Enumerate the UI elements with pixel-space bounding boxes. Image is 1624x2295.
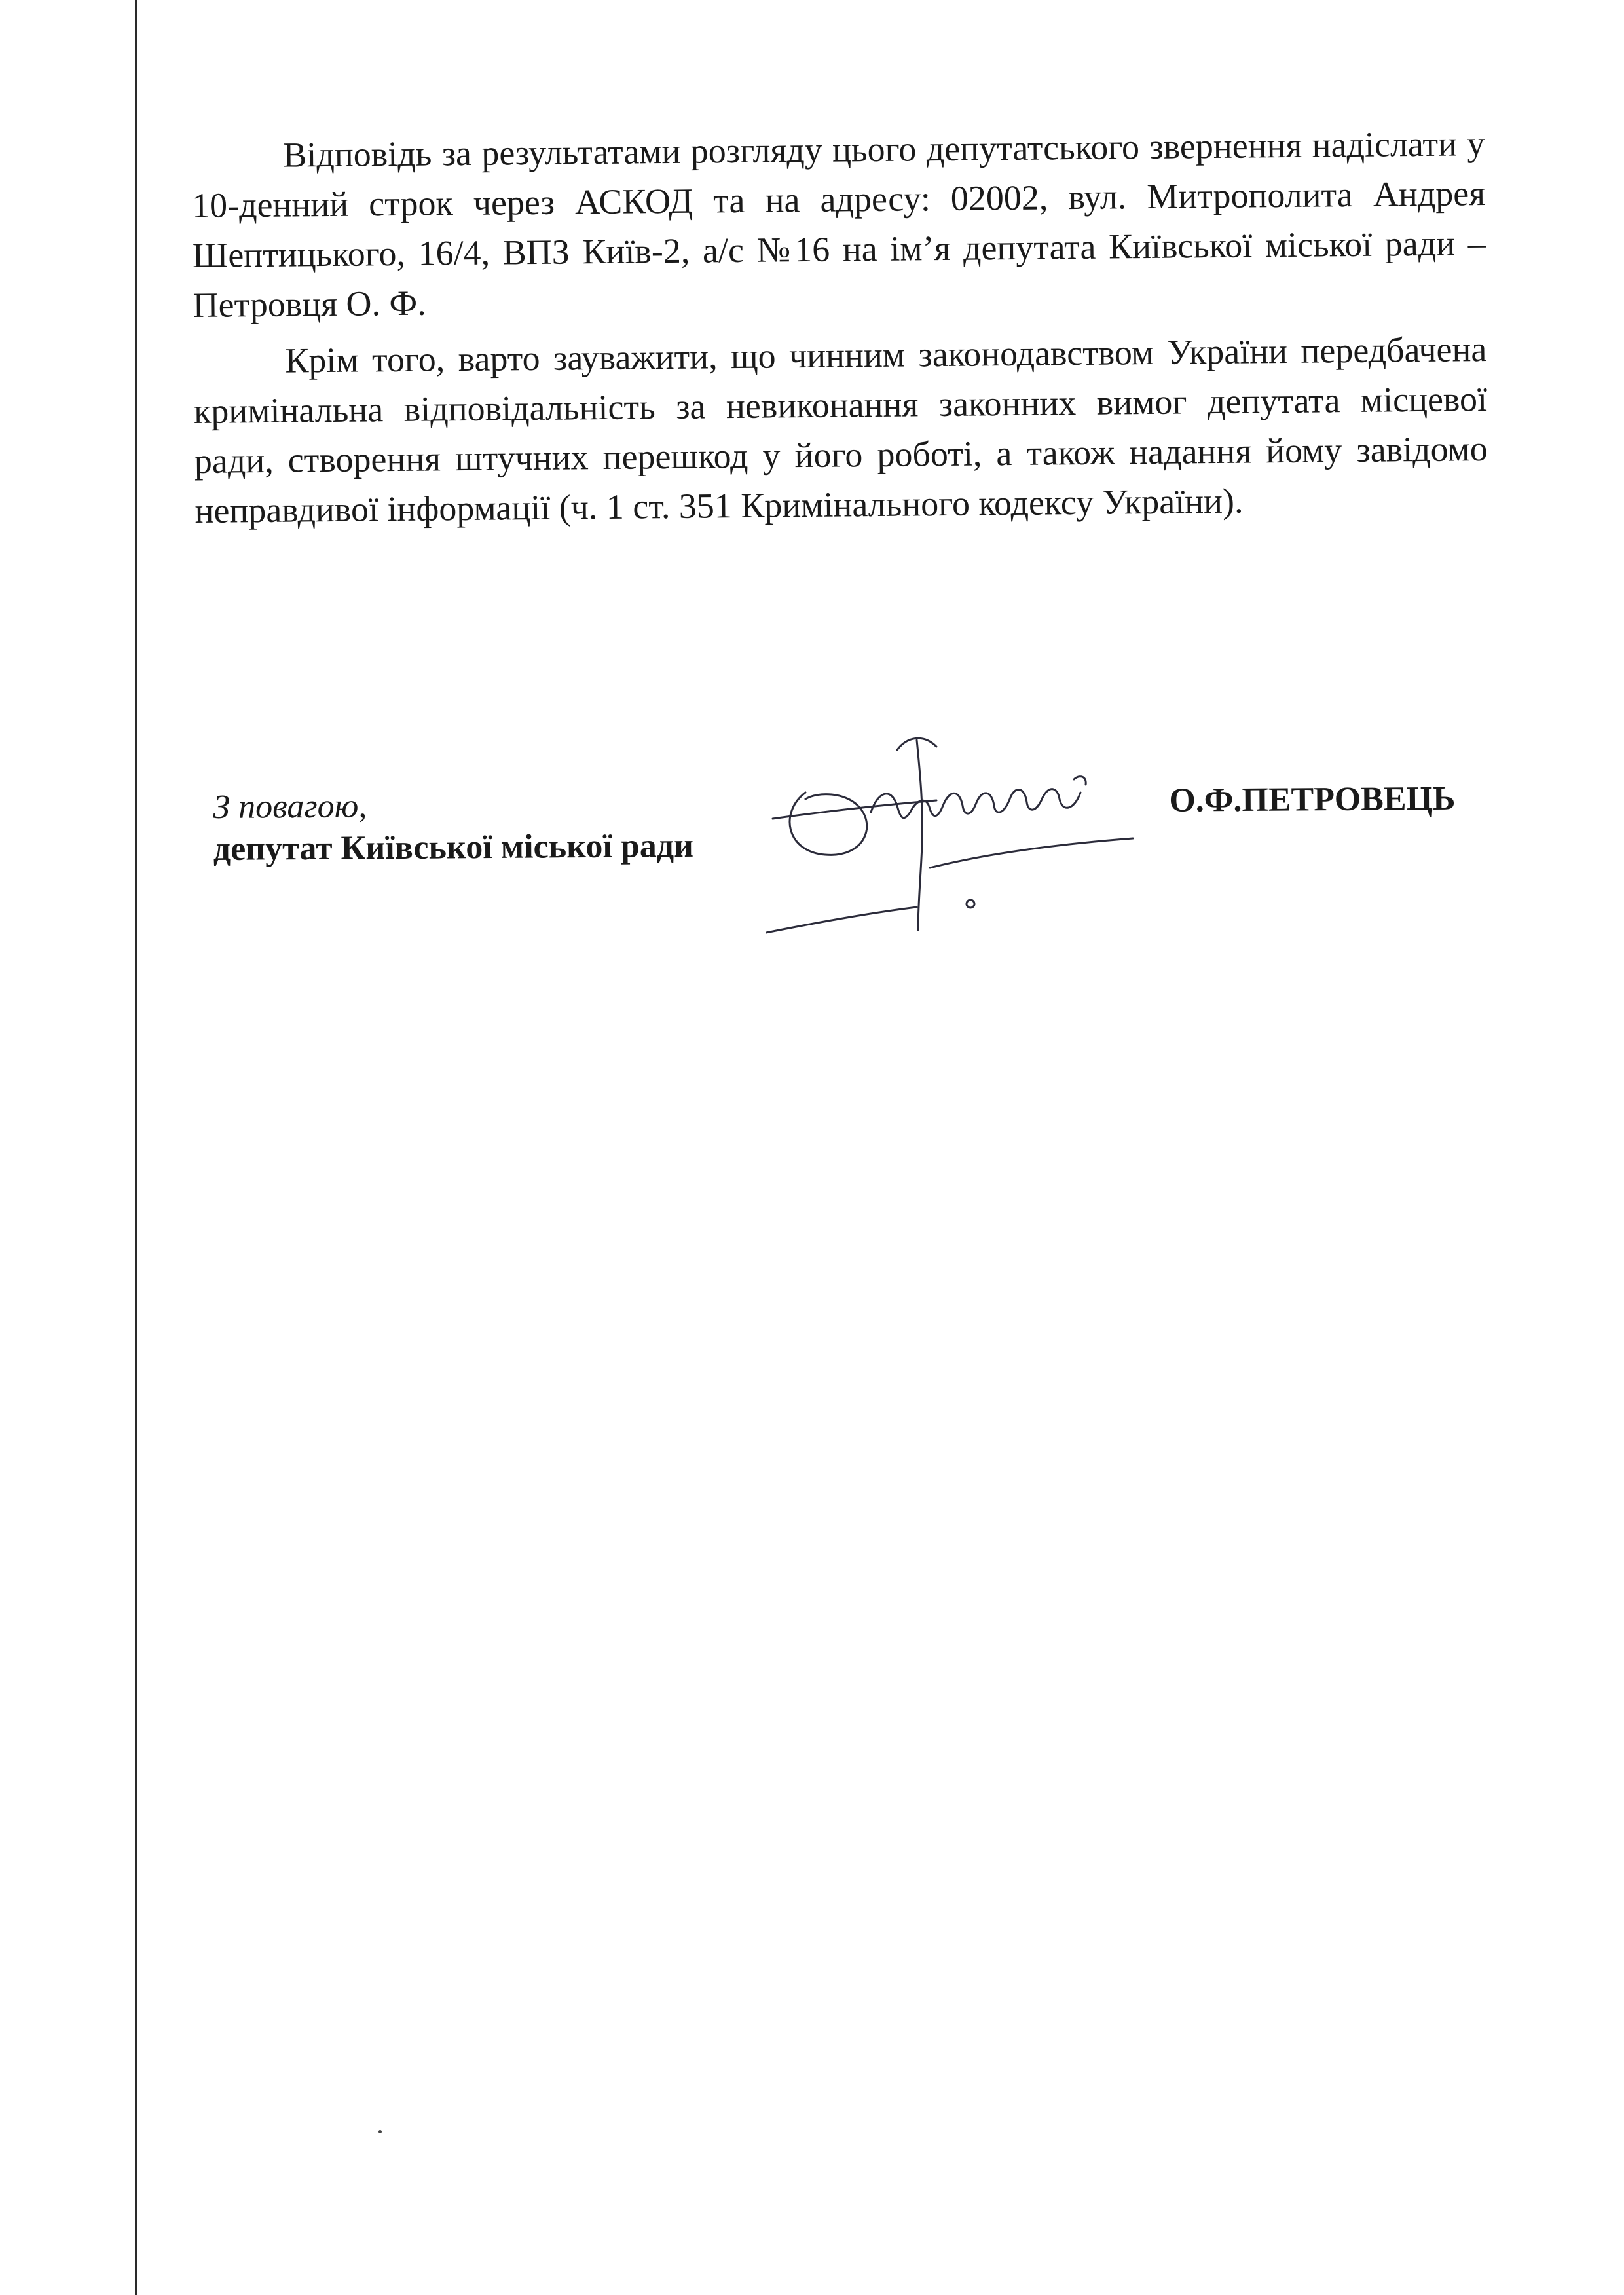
paragraph-liability-notice: Крім того, варто зауважити, що чинним законодавством України передбачена кримінальна відповідальність за невиконання законних вимог депутата місцевої ради, створення штучних перешкод у його роботі, а також надання йому завідомо неправдивої інформації (ч. 1 ст. 351 Кримінального кодексу України). — [193, 329, 1488, 531]
paragraph-response-request: Відповідь за результатами розгляду цього депутатського звернення надіслати у 10-денний строк через АСКОД та на адресу: 02002, вул. Митрополита Андрея Шептицького, 16/4, ВПЗ Київ-2, а/с №16 на ім’я депутата Київської міської ради – Петровця О. Ф. — [191, 124, 1486, 325]
letter-body — [191, 119, 1488, 536]
left-margin-line — [135, 0, 137, 2295]
handwritten-signature-icon — [766, 714, 1146, 937]
scan-dot — [378, 2130, 382, 2133]
signer-name: О.Ф.ПЕТРОВЕЦЬ — [1169, 779, 1456, 819]
closing-phrase: З повагою, — [213, 787, 367, 826]
signer-position: депутат Київської міської ради — [213, 827, 694, 868]
